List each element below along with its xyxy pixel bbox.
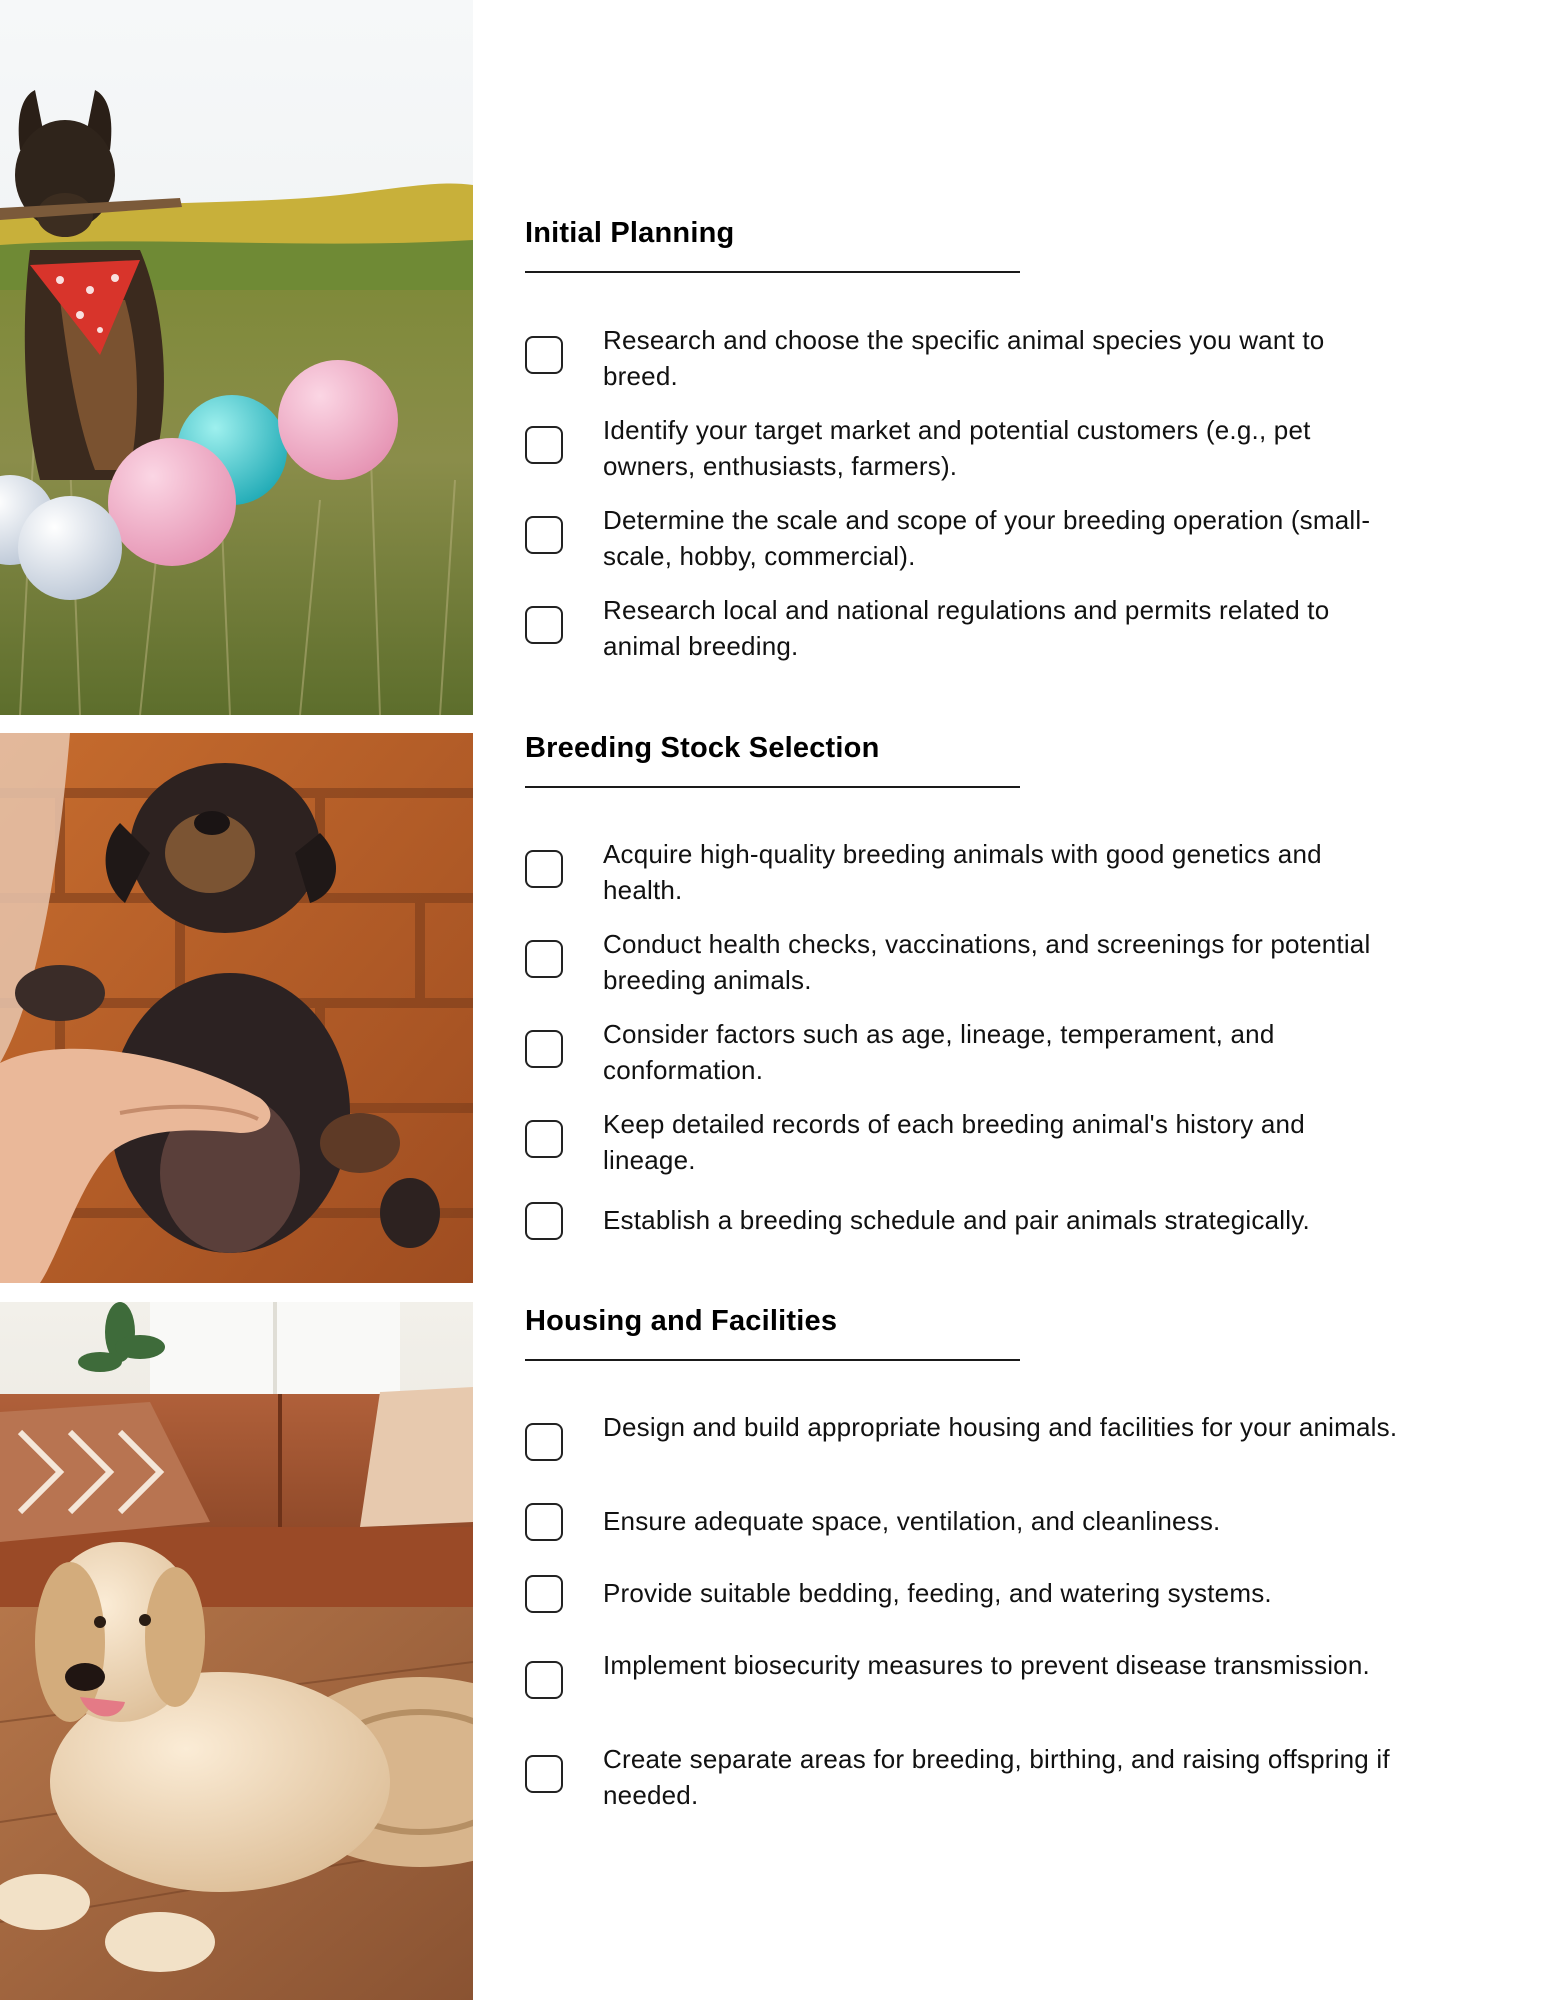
- checklist-item-text: Provide suitable bedding, feeding, and watering systems.: [603, 1578, 1272, 1608]
- checkbox[interactable]: [525, 1030, 563, 1068]
- photo-golden-retriever: [0, 1302, 473, 2000]
- checkbox[interactable]: [525, 940, 563, 978]
- checklist-item-text: Identify your target market and potential customers (e.g., pet owners, enthusiasts, farmers).: [603, 415, 1311, 481]
- checklist-item-text: Keep detailed records of each breeding animal's history and lineage.: [603, 1109, 1305, 1175]
- checklist-item-text: Research local and national regulations and permits related to animal breeding.: [603, 595, 1330, 661]
- section-divider: [525, 1359, 1020, 1361]
- section-title: Housing and Facilities: [525, 1305, 838, 1337]
- section-divider: [525, 786, 1020, 788]
- photo-dog-with-balloons: [0, 0, 473, 715]
- checkbox[interactable]: [525, 426, 563, 464]
- section-initial-planning: [525, 213, 1425, 273]
- checkbox[interactable]: [525, 1202, 563, 1240]
- golden-retriever-image: [0, 1302, 473, 2000]
- checklist-item-text: Conduct health checks, vaccinations, and screenings for potential breeding animals.: [603, 929, 1371, 995]
- checkbox[interactable]: [525, 1755, 563, 1793]
- photo-puppy-in-hand: [0, 733, 473, 1283]
- checkbox[interactable]: [525, 606, 563, 644]
- checklist-item-text: Acquire high-quality breeding animals with good genetics and health.: [603, 839, 1322, 905]
- checklist-item-text: Consider factors such as age, lineage, temperament, and conformation.: [603, 1019, 1275, 1085]
- section-title: Initial Planning: [525, 217, 735, 249]
- checkbox[interactable]: [525, 1120, 563, 1158]
- checklist-item-text: Design and build appropriate housing and facilities for your animals.: [603, 1412, 1398, 1442]
- checkbox[interactable]: [525, 1661, 563, 1699]
- checkbox[interactable]: [525, 1575, 563, 1613]
- checkbox[interactable]: [525, 1503, 563, 1541]
- puppy-in-hand-image: [0, 733, 473, 1283]
- checkbox[interactable]: [525, 1423, 563, 1461]
- checklist: [525, 0, 1425, 2000]
- section-housing-and-facilities: [525, 1301, 1425, 1361]
- checklist-item-text: Research and choose the specific animal species you want to breed.: [603, 325, 1325, 391]
- dog-with-balloons-image: [0, 0, 473, 715]
- checkbox[interactable]: [525, 336, 563, 374]
- section-title: Breeding Stock Selection: [525, 732, 880, 764]
- checklist-item-text: Ensure adequate space, ventilation, and cleanliness.: [603, 1506, 1221, 1536]
- checklist-item-text: Determine the scale and scope of your breeding operation (small-scale, hobby, commercial).: [603, 505, 1371, 571]
- checklist-item-text: Create separate areas for breeding, birthing, and raising offspring if needed.: [603, 1744, 1390, 1810]
- checklist-item-text: Implement biosecurity measures to prevent disease transmission.: [603, 1650, 1370, 1680]
- checklist-item-text: Establish a breeding schedule and pair animals strategically.: [603, 1205, 1310, 1235]
- checkbox[interactable]: [525, 850, 563, 888]
- section-divider: [525, 271, 1020, 273]
- checkbox[interactable]: [525, 516, 563, 554]
- section-breeding-stock-selection: [525, 728, 1425, 788]
